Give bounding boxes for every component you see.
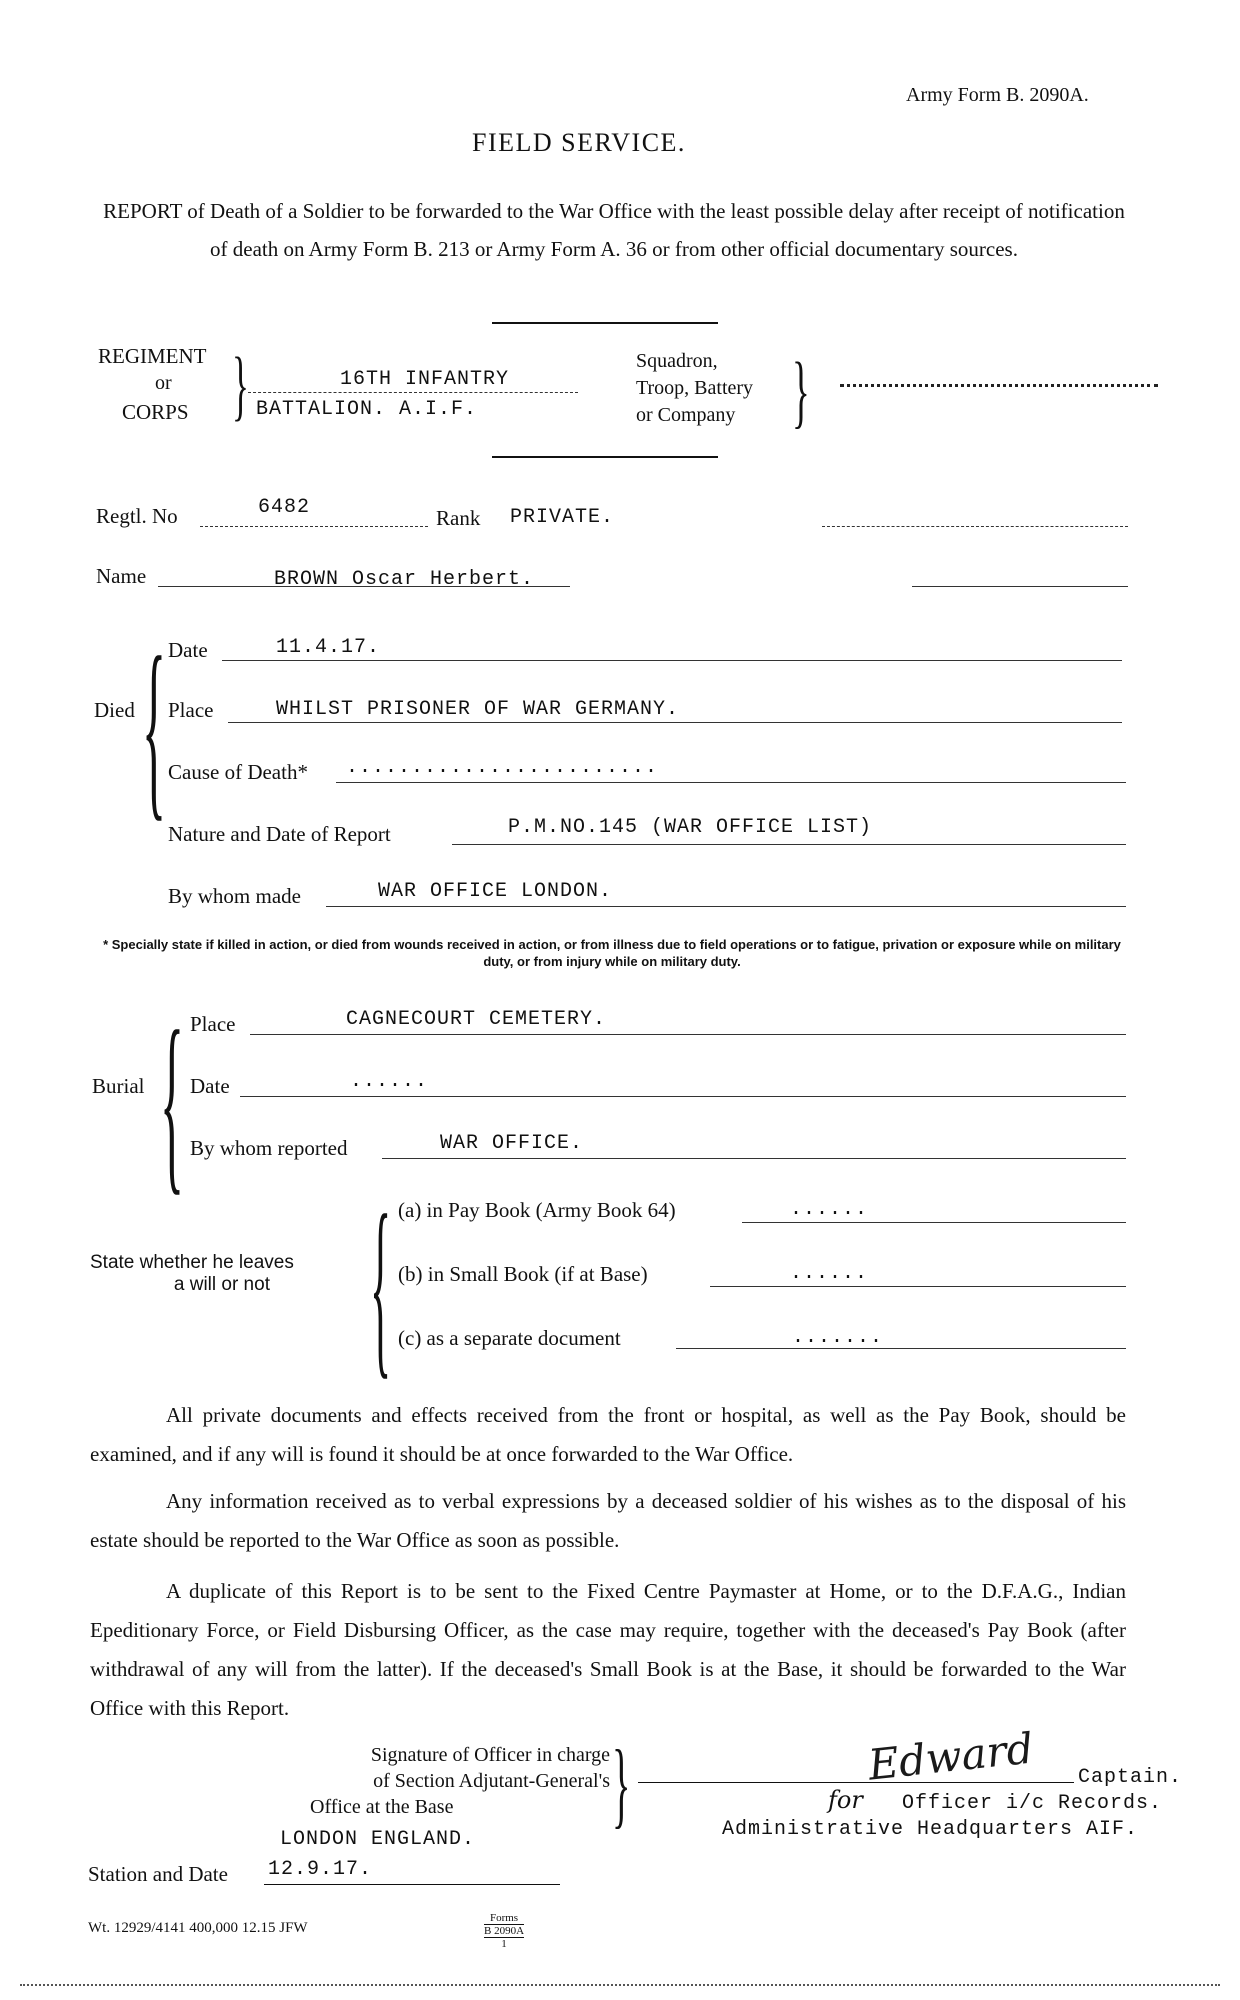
station-name: LONDON ENGLAND.	[280, 1828, 476, 1851]
unit-value-line1: 16TH INFANTRY	[340, 368, 510, 391]
will-a-label: (a) in Pay Book (Army Book 64)	[398, 1198, 676, 1222]
name-line	[158, 586, 570, 587]
signature-line	[638, 1782, 1074, 1783]
death-date-value: 11.4.17.	[276, 636, 381, 659]
form-number: Army Form B. 2090A.	[906, 84, 1089, 106]
station-date-value: 12.9.17.	[268, 1858, 373, 1881]
regtl-no-value: 6482	[258, 496, 311, 519]
signature-label-line1: Signature of Officer in charge	[370, 1744, 610, 1766]
burial-place-value: CAGNECOURT CEMETERY.	[346, 1008, 607, 1031]
rank-line-right	[822, 526, 1128, 527]
unit-underline	[248, 392, 578, 393]
squadron-label-3: or Company	[636, 404, 736, 426]
signature-label-line2: of Section Adjutant-General's	[373, 1770, 610, 1792]
will-c-line	[676, 1348, 1126, 1349]
burial-label: Burial	[92, 1074, 145, 1098]
burial-reported-value: WAR OFFICE.	[440, 1132, 584, 1155]
death-cause-line	[336, 782, 1126, 783]
by-whom-label: By whom made	[168, 884, 301, 908]
will-b-line	[710, 1286, 1126, 1287]
name-line-right	[912, 586, 1128, 587]
will-c-label: (c) as a separate document	[398, 1326, 621, 1350]
station-date-line	[264, 1884, 560, 1885]
death-place-value: WHILST PRISONER OF WAR GERMANY.	[276, 698, 680, 721]
burial-date-line	[240, 1096, 1126, 1097]
death-place-line	[228, 722, 1122, 723]
paragraph-verbal-wishes: Any information received as to verbal expressions by a deceased soldier of his wishes as to the disposal of his estate should be reported to the War Office as soon as possible.	[90, 1489, 1126, 1552]
form-intro: REPORT of Death of a Soldier to be forwarded to the War Office with the least possible delay after receipt of notification of death on Army Form B. 213 or Army Form A. 36 or from other official documentary sources.	[103, 199, 1125, 261]
report-value: P.M.NO.145 (WAR OFFICE LIST)	[508, 816, 873, 839]
will-label-line2: a will or not	[173, 1274, 270, 1295]
signature-for-mark: for	[828, 1786, 863, 1814]
will-a-line	[742, 1222, 1126, 1223]
death-cause-value: ........................	[346, 756, 659, 779]
will-label	[90, 1252, 294, 1296]
burial-reported-line	[382, 1158, 1126, 1159]
forms-code-value: B 2090A	[484, 1925, 525, 1937]
squadron-label-2: Troop, Battery	[636, 377, 754, 399]
rank-label: Rank	[436, 506, 481, 530]
regiment-label: REGIMENT	[98, 344, 207, 368]
burial-date-label: Date	[190, 1074, 230, 1098]
burial-place-label: Place	[190, 1012, 236, 1036]
signature-rank: Captain.	[1078, 1766, 1183, 1789]
signature-label-line3: Office at the Base	[310, 1796, 454, 1818]
death-date-line	[222, 660, 1122, 661]
by-whom-value: WAR OFFICE LONDON.	[378, 880, 613, 903]
by-whom-line	[326, 906, 1126, 907]
death-place-label: Place	[168, 698, 214, 722]
signature-label	[288, 1742, 610, 1820]
forms-code-label: Forms	[489, 1912, 519, 1924]
will-label-line1: State whether he leaves	[90, 1252, 294, 1273]
burial-date-value: ......	[350, 1070, 429, 1093]
cause-footnote: * Specially state if killed in action, or died from wounds received in action, or from illness due to field operations or to fatigue, privation or exposure while on military duty, or from injury while on military duty.	[103, 937, 1121, 969]
rank-value: PRIVATE.	[510, 506, 615, 529]
divider-top	[492, 322, 718, 324]
squadron-field	[840, 384, 1158, 387]
paragraph-effects: All private documents and effects received from the front or hospital, as well as the Pay Book, should be examined, and if any will is found it should be at once forwarded to the War Office.	[90, 1403, 1126, 1466]
squadron-brace: }	[792, 345, 810, 436]
will-b-value: ......	[790, 1262, 869, 1285]
death-cause-label: Cause of Death*	[168, 760, 308, 784]
divider-bottom	[492, 456, 718, 458]
will-c-value: .......	[792, 1326, 884, 1349]
will-b-label: (b) in Small Book (if at Base)	[398, 1262, 648, 1286]
signature-brace: }	[612, 1730, 631, 1837]
forms-code-page: 1	[501, 1938, 507, 1950]
burial-brace: {	[160, 991, 184, 1212]
form-title: FIELD SERVICE.	[472, 128, 686, 157]
signature-hq: Administrative Headquarters AIF.	[722, 1818, 1139, 1841]
unit-brace: }	[232, 341, 249, 428]
burial-place-line	[250, 1034, 1126, 1035]
station-date-label: Station and Date	[88, 1862, 228, 1886]
died-brace: {	[142, 617, 166, 838]
died-label: Died	[94, 698, 135, 722]
death-date-label: Date	[168, 638, 208, 662]
report-line	[452, 844, 1126, 845]
name-value: BROWN Oscar Herbert.	[274, 568, 535, 591]
name-label: Name	[96, 564, 147, 588]
will-a-value: ......	[790, 1198, 869, 1221]
burial-reported-label: By whom reported	[190, 1136, 348, 1160]
officer-signature: Edward	[865, 1723, 1036, 1790]
print-code: Wt. 12929/4141 400,000 12.15 JFW	[88, 1920, 308, 1936]
corps-label: CORPS	[122, 400, 189, 424]
signature-officer: Officer i/c Records.	[902, 1792, 1163, 1815]
scan-edge	[20, 1984, 1220, 1989]
paragraph-duplicate: A duplicate of this Report is to be sent to the Fixed Centre Paymaster at Home, or to the D.F.A.G., Indian Epeditionary Force, or Field Disbursing Officer, as the case may require, together with the deceased's Pay Book (after withdrawal of any will from the latter). If the deceased's Small Book is at the Base, it should be forwarded to the War Office with this Report.	[90, 1579, 1126, 1720]
forms-code	[484, 1912, 524, 1950]
regtl-no-label: Regtl. No	[96, 504, 178, 528]
will-brace: {	[370, 1175, 392, 1396]
squadron-label-1: Squadron,	[636, 350, 718, 372]
regiment-or-label: or	[155, 372, 172, 394]
report-label: Nature and Date of Report	[168, 822, 391, 846]
unit-value-line2: BATTALION. A.I.F.	[256, 398, 478, 421]
regtl-no-line	[200, 526, 428, 527]
